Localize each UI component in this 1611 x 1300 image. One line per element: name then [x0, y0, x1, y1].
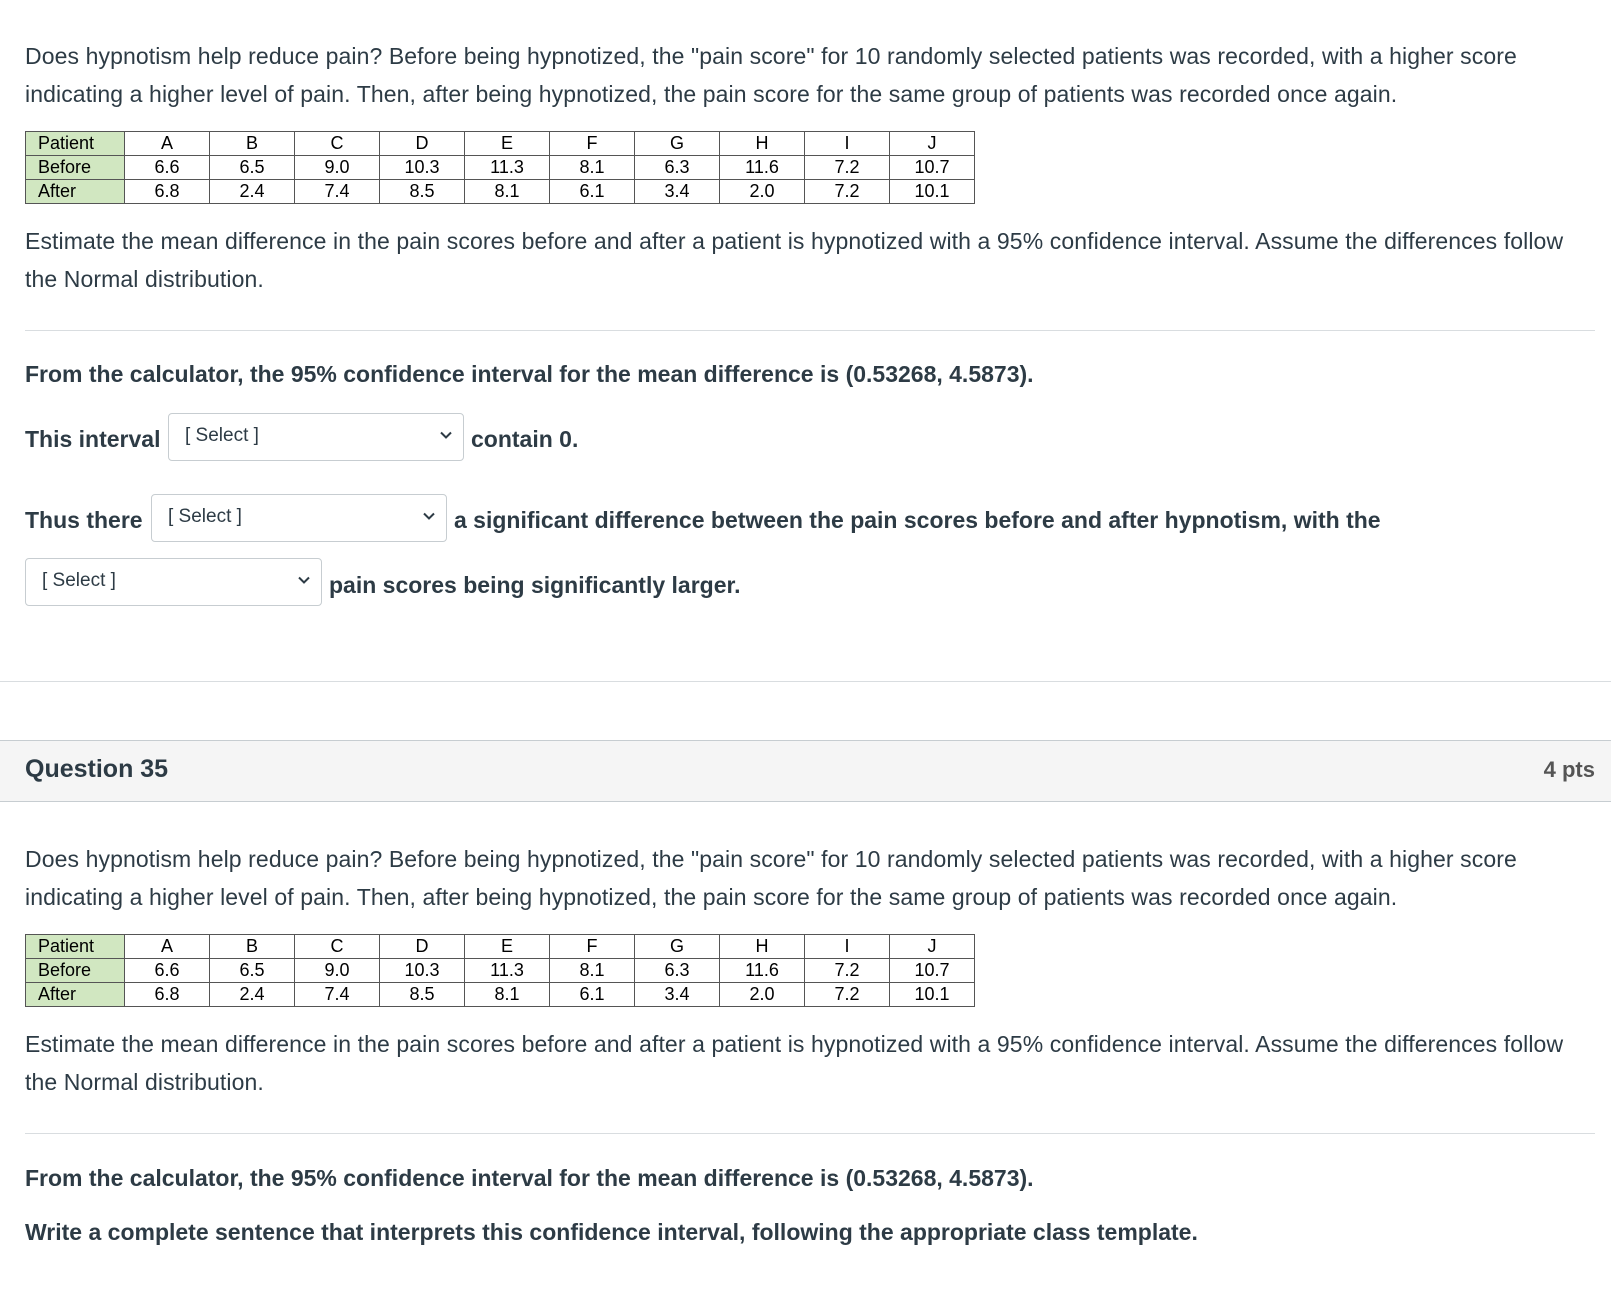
table-row-after	[26, 983, 975, 1007]
patient-cell: H	[720, 132, 805, 156]
larger-scores-select[interactable]	[25, 558, 322, 606]
before-label: Before	[26, 156, 125, 180]
after-cell: 2.4	[210, 180, 295, 204]
after-cell: 2.4	[210, 983, 295, 1007]
after-cell: 7.4	[295, 983, 380, 1007]
after-cell: 2.0	[720, 983, 805, 1007]
patient-cell: C	[295, 935, 380, 959]
patient-cell: A	[125, 132, 210, 156]
before-cell: 7.2	[805, 156, 890, 180]
before-cell: 9.0	[295, 156, 380, 180]
q35-estimate-text: Estimate the mean difference in the pain scores before and after a patient is hypnotized with a 95% confidence interval. Assume the differences follow the Normal distribution.	[25, 1031, 1564, 1095]
patient-cell: G	[635, 132, 720, 156]
q34-estimate-text: Estimate the mean difference in the pain scores before and after a patient is hypnotized with a 95% confidence interval. Assume the differences follow the Normal distribution.	[25, 228, 1564, 292]
after-cell: 6.8	[125, 983, 210, 1007]
q34-intro-text: Does hypnotism help reduce pain? Before being hypnotized, the "pain score" for 10 randomly selected patients was recorded, with a higher score indicating a higher level of pain. Then, after being hypnotized, the pain score for the same group of patients was recorded once again.	[25, 43, 1517, 107]
before-cell: 8.1	[550, 156, 635, 180]
before-cell: 11.3	[465, 959, 550, 983]
q34-ci-statement: From the calculator, the 95% confidence interval for the mean difference is (0.53268, 4.5873).	[25, 361, 1034, 387]
before-cell: 8.1	[550, 959, 635, 983]
after-cell: 10.1	[890, 983, 975, 1007]
after-label: After	[26, 983, 125, 1007]
q34-data-table	[25, 131, 975, 204]
patient-label: Patient	[26, 935, 125, 959]
patient-cell: D	[380, 935, 465, 959]
patient-cell: I	[805, 132, 890, 156]
before-cell: 10.7	[890, 156, 975, 180]
before-cell: 6.3	[635, 156, 720, 180]
q34-estimate	[25, 222, 1595, 298]
q35-data-table	[25, 934, 975, 1007]
q34-intro	[25, 37, 1595, 113]
significance-select[interactable]	[151, 494, 447, 542]
after-cell: 8.5	[380, 983, 465, 1007]
after-cell: 8.5	[380, 180, 465, 204]
patient-label: Patient	[26, 132, 125, 156]
divider	[25, 330, 1595, 331]
line1-post-text: contain 0.	[471, 426, 579, 452]
after-cell: 10.1	[890, 180, 975, 204]
patient-cell: B	[210, 935, 295, 959]
chevron-down-icon	[297, 573, 311, 587]
before-cell: 7.2	[805, 959, 890, 983]
before-label: Before	[26, 959, 125, 983]
interval-contains-select[interactable]	[168, 413, 464, 461]
q35-estimate	[25, 1025, 1595, 1101]
before-cell: 10.7	[890, 959, 975, 983]
table-row-patient	[26, 935, 975, 959]
patient-cell: E	[465, 132, 550, 156]
after-cell: 6.8	[125, 180, 210, 204]
before-cell: 10.3	[380, 156, 465, 180]
after-cell: 7.2	[805, 983, 890, 1007]
patient-cell: A	[125, 935, 210, 959]
patient-cell: J	[890, 935, 975, 959]
before-cell: 11.6	[720, 959, 805, 983]
after-label: After	[26, 180, 125, 204]
select-value: [ Select ]	[42, 570, 116, 591]
patient-cell: C	[295, 132, 380, 156]
before-cell: 6.5	[210, 156, 295, 180]
patient-cell: I	[805, 935, 890, 959]
before-cell: 9.0	[295, 959, 380, 983]
before-cell: 6.5	[210, 959, 295, 983]
chevron-down-icon	[439, 428, 453, 442]
divider	[25, 1133, 1595, 1134]
line3-post-text: pain scores being significantly larger.	[329, 572, 741, 598]
table-row-before	[26, 156, 975, 180]
q35-intro	[25, 840, 1595, 916]
select-value: [ Select ]	[168, 506, 242, 527]
patient-cell: F	[550, 132, 635, 156]
table-row-patient	[26, 132, 975, 156]
question-points: 4 pts	[1543, 757, 1595, 782]
q35-ci-statement: From the calculator, the 95% confidence interval for the mean difference is (0.53268, 4.5873).	[25, 1165, 1034, 1191]
before-cell: 10.3	[380, 959, 465, 983]
chevron-down-icon	[422, 509, 436, 523]
patient-cell: H	[720, 935, 805, 959]
before-cell: 6.6	[125, 959, 210, 983]
before-cell: 6.3	[635, 959, 720, 983]
patient-cell: F	[550, 935, 635, 959]
table-row-after	[26, 180, 975, 204]
question-title: Question 35	[25, 755, 169, 783]
table-row-before	[26, 959, 975, 983]
before-cell: 11.3	[465, 156, 550, 180]
after-cell: 7.2	[805, 180, 890, 204]
patient-cell: B	[210, 132, 295, 156]
line2-pre-text: Thus there	[25, 507, 143, 533]
patient-cell: G	[635, 935, 720, 959]
after-cell: 8.1	[465, 180, 550, 204]
line1-pre-text: This interval	[25, 426, 161, 452]
q35-instruction: Write a complete sentence that interprets this confidence interval, following the appropriate class template.	[25, 1219, 1198, 1245]
question-header	[0, 740, 1611, 802]
after-cell: 3.4	[635, 180, 720, 204]
after-cell: 3.4	[635, 983, 720, 1007]
patient-cell: D	[380, 132, 465, 156]
patient-cell: E	[465, 935, 550, 959]
q35-intro-text: Does hypnotism help reduce pain? Before being hypnotized, the "pain score" for 10 randomly selected patients was recorded, with a higher score indicating a higher level of pain. Then, after being hypnotized, the pain score for the same group of patients was recorded once again.	[25, 846, 1517, 910]
patient-cell: J	[890, 132, 975, 156]
after-cell: 8.1	[465, 983, 550, 1007]
after-cell: 2.0	[720, 180, 805, 204]
line2-post-text: a significant difference between the pain scores before and after hypnotism, with the	[454, 507, 1381, 533]
before-cell: 6.6	[125, 156, 210, 180]
after-cell: 6.1	[550, 180, 635, 204]
after-cell: 7.4	[295, 180, 380, 204]
question-separator	[0, 681, 1611, 682]
after-cell: 6.1	[550, 983, 635, 1007]
select-value: [ Select ]	[185, 425, 259, 446]
before-cell: 11.6	[720, 156, 805, 180]
